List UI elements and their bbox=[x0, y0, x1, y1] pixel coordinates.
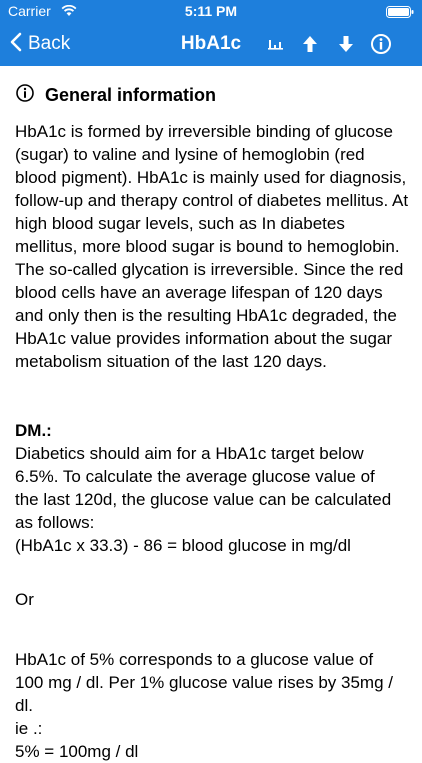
formula-line: (HbA1c x 33.3) - 86 = blood glucose in mg/dl bbox=[15, 536, 351, 555]
content-area bbox=[15, 70, 410, 761]
status-time: 5:11 PM bbox=[184, 3, 238, 19]
navigation-bar bbox=[0, 22, 422, 66]
conversion-paragraph bbox=[15, 648, 410, 763]
battery-icon bbox=[386, 5, 414, 21]
chevron-left-icon bbox=[10, 32, 22, 57]
back-button[interactable] bbox=[10, 29, 70, 59]
dm-line: the last 120d, the glucose value can be calculated bbox=[15, 490, 392, 509]
conversion-line: ie .: bbox=[15, 719, 43, 738]
dm-heading: DM.: bbox=[15, 421, 52, 440]
arrow-up-icon[interactable] bbox=[298, 32, 322, 56]
conversion-line: dl. bbox=[15, 696, 33, 715]
info-icon[interactable] bbox=[369, 32, 393, 56]
general-info-paragraph: HbA1c is formed by irreversible binding of glucose (sugar) to valine and lysine of hemoglobin (red blood pigment). HbA1c is mainly used for diagnosis, follow-up and therapy control of diabetes mellitus. At high blood sugar levels, such as In diabetes mellitus, more blood sugar is bound to hemoglobin. The so-called glycation is irreversible. Since the red blood cells have an average lifespan of 120 days and only then is the resulting HbA1c degraded, the HbA1c value provides information about the sugar metabolism situation of the last 120 days. bbox=[15, 122, 409, 371]
page-title: HbA1c bbox=[180, 33, 242, 54]
info-circle-icon bbox=[15, 83, 35, 108]
section-title: General information bbox=[45, 84, 217, 105]
conversion-line: HbA1c of 5% corresponds to a glucose value of bbox=[15, 650, 374, 669]
back-label: Back bbox=[28, 33, 71, 54]
dm-line: 6.5%. To calculate the average glucose value of bbox=[15, 467, 375, 486]
section-header bbox=[15, 70, 410, 120]
status-bar bbox=[0, 0, 422, 22]
conversion-line: 100 mg / dl. Per 1% glucose value rises by 35mg / bbox=[15, 673, 393, 692]
dm-paragraph bbox=[15, 442, 410, 557]
header bbox=[0, 0, 422, 66]
or-text: Or bbox=[15, 590, 34, 609]
carrier-label: Carrier bbox=[8, 3, 51, 19]
arrow-down-icon[interactable] bbox=[334, 32, 358, 56]
chart-icon[interactable] bbox=[264, 32, 288, 56]
dm-line: as follows: bbox=[15, 513, 95, 532]
conversion-line: 5% = 100mg / dl bbox=[15, 742, 139, 761]
dm-line: Diabetics should aim for a HbA1c target below bbox=[15, 444, 364, 463]
